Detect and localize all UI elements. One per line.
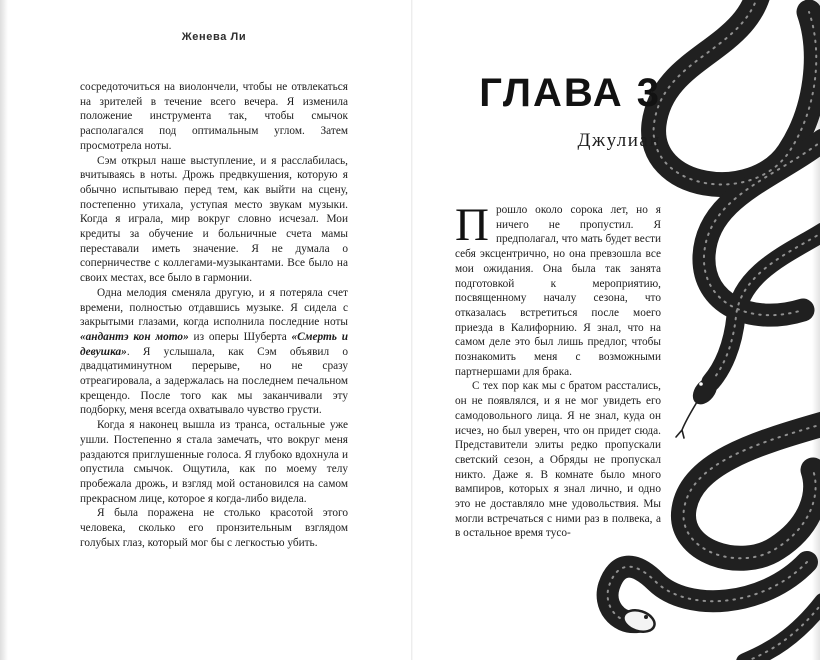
left-page-text bbox=[80, 80, 348, 551]
paragraph: Когда я наконец вышла из транса, остальные уже ушли. Постепенно я стала замечать, что вокруг меня раздаются приглушенные голоса. Я глубоко вдохнула и опустила смычок. Ощутила, как по моему телу пробежала дрожь, и взгляд мой остановился на самом прекрасном лице, которое я когда-либо видела. bbox=[80, 419, 348, 505]
paragraph: Я была поражена не столько красотой этого человека, сколько его пронзительным взглядом голубых глаз, который мог бы с легкостью убить. bbox=[80, 507, 348, 549]
paragraph-text: . Я услышала, как Сэм объявил о двадцатиминутном перерыве, но не сразу отреагировала, а задержалась на последнем печальном крещендо. После того как мы заканчивали эту подборку, меня всегда охватывало чувство грусти. bbox=[80, 345, 348, 417]
chapter-subtitle: Джулиан bbox=[577, 130, 661, 151]
paragraph: сосредоточиться на виолончели, чтобы не отвлекаться на зрителей в течение всего вечера. Я изменила положение инструмента так, чтобы смычок располагался под оптимальным углом. Затем просмотрела ноты. bbox=[80, 81, 348, 152]
paragraph: С тех пор как мы с братом расстались, он не появлялся, и я не мог увидеть его самодовольного лица. Я не знал, куда он исчез, но был уверен, что он придет сюда. Представители элиты редко пропускали светский сезон, а Обряды не пропускал никто. Даже я. В комнате было много вампиров, которых я знал лично, и одно это не доставляло мне удовольствия. Мы могли встречаться с ними раз в полвека, а в остальное время тусо- bbox=[455, 380, 661, 540]
paragraph-text: Одна мелодия сменяла другую, и я потеряла счет времени, полностью отдавшись музыке. Я сидела с закрытыми глазами, когда исполнила последние ноты bbox=[80, 286, 348, 329]
paragraph-text: рошло около сорока лет, но я ничего не пропустил. Я предполагал, что мать будет вести себя эксцентрично, но она превзошла все мои ожидания. Она была так занята подготовкой к мероприятию, посвященному началу сезона, что отказалась встретиться после моего приезда в Калифорнию. Я знал, что на самом деле это был лишь предлог, чтобы познакомить меня с возможными партнершами для брака. bbox=[455, 204, 661, 378]
snake-tongue-icon bbox=[676, 402, 697, 438]
chapter-title: ГЛАВА 3 bbox=[479, 71, 661, 115]
running-header-author: Женева Ли bbox=[181, 31, 247, 43]
right-page-text bbox=[455, 199, 661, 541]
paragraph: Сэм открыл наше выступление, и я расслабилась, вчитываясь в ноты. Дрожь предвкушения, которую я обычно испытываю перед тем, как выйти на сцену, постепенно утихала, уступая место звукам музыки. Когда я играла, мир вокруг словно исчезал. Мои кредиты за обучение и больничные счета мамы переставали иметь значение. Я не думала о соперничестве с коллегами-музыкантами. Все было на своих местах, все было в гармонии. bbox=[80, 154, 348, 285]
snake-head-middle bbox=[676, 373, 722, 438]
snake-head-bottom bbox=[621, 607, 658, 636]
opera-title: «Смерть и девушка» bbox=[80, 330, 348, 358]
paragraph bbox=[80, 286, 348, 418]
drop-cap: П bbox=[455, 199, 489, 251]
chapter-heading bbox=[455, 72, 661, 152]
page-gutter bbox=[411, 0, 413, 660]
page-edge-right bbox=[812, 0, 820, 660]
paragraph bbox=[455, 199, 661, 379]
paragraph-text: из оперы Шуберта bbox=[188, 330, 292, 343]
music-piece-title: «андантэ кон мото» bbox=[80, 330, 189, 343]
page-edge-left bbox=[0, 0, 8, 660]
